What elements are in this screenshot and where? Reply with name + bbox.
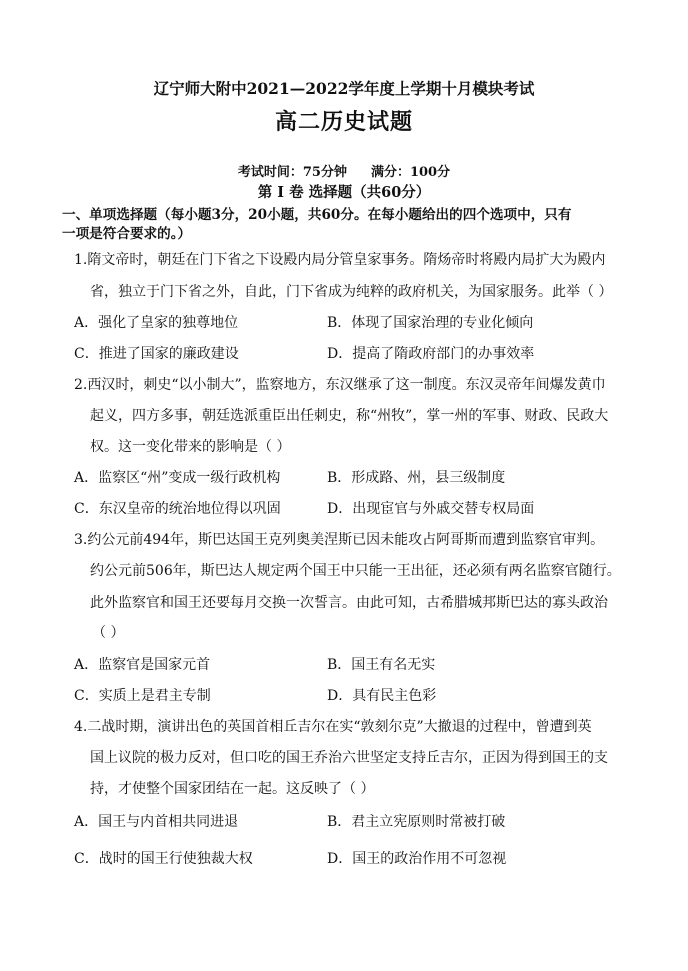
question-text-line: 2.西汉时，刺史“以小制大”，监察地方，东汉继承了这一制度。东汉灵帝年间爆发黄巾 — [74, 377, 606, 393]
full-score: 满分：100分 — [370, 165, 451, 180]
question-text-line: 起义，四方多事，朝廷选派重臣出任刺史，称“州牧”，掌一州的军事、财政、民政大 — [90, 408, 609, 424]
question-text-line: 3.约公元前494年，斯巴达国王克列奥美涅斯已因未能攻占阿哥斯而遭到监察官审判。 — [74, 532, 605, 548]
section-instruction-line-1: 一、单项选择题（每小题3分，20小题，共60分。在每小题给出的四个选项中，只有 — [62, 207, 572, 223]
question-text-line: 1.隋文帝时，朝廷在门下省之下设殿内局分管皇家事务。隋炀帝时将殿内局扩大为殿内 — [74, 252, 606, 268]
option-c: C．实质上是君主专制 — [74, 688, 211, 704]
option-b: B．形成路、州，县三级制度 — [327, 470, 506, 486]
option-b: B．国王有名无实 — [327, 657, 436, 673]
exam-info — [0, 161, 688, 180]
option-a: A．监察区“州”变成一级行政机构 — [74, 470, 281, 486]
option-c: C．东汉皇帝的统治地位得以巩固 — [74, 501, 281, 517]
exam-time: 考试时间：75分钟 — [237, 165, 347, 180]
question-text-line: 国上议院的极力反对，但口吃的国王乔治六世坚定支持丘吉尔，正因为得到国王的支 — [90, 750, 608, 766]
option-d: D．国王的政治作用不可忽视 — [327, 851, 507, 867]
question-text-line: 此外监察官和国王还要每月交换一次誓言。由此可知，古希腊城邦斯巴达的寡头政治 — [90, 595, 608, 611]
section-instruction-line-2: 一项是符合要求的。） — [62, 226, 192, 242]
part-title: 第 Ⅰ 卷 选择题（共60分） — [257, 184, 431, 201]
question-text-line: 权。这一变化带来的影响是（ ） — [90, 439, 291, 455]
option-d: D．出现宦官与外戚交替专权局面 — [327, 501, 535, 517]
option-a: A．监察官是国家元首 — [74, 657, 211, 673]
subject-title: 高二历史试题 — [274, 109, 413, 135]
option-a: A．强化了皇家的独尊地位 — [74, 315, 239, 331]
question-text-line: 4.二战时期，演讲出色的英国首相丘吉尔在实“敦刻尔克”大撤退的过程中，曾遭到英 — [74, 719, 592, 735]
option-d: D．提高了隋政府部门的办事效率 — [327, 346, 535, 362]
school-exam-title: 辽宁师大附中2021—2022学年度上学期十月模块考试 — [153, 79, 535, 98]
option-b: B．君主立宪原则时常被打破 — [327, 814, 506, 830]
option-d: D．具有民主色彩 — [327, 688, 437, 704]
question-text-line: （ ） — [92, 625, 125, 641]
option-c: C．推进了国家的廉政建设 — [74, 346, 239, 362]
option-a: A．国王与内首相共同进退 — [74, 814, 239, 830]
option-c: C．战时的国王行使独裁大权 — [74, 851, 253, 867]
question-text-line: 持，才使整个国家团结在一起。这反映了（ ） — [90, 781, 375, 797]
option-b: B．体现了国家治理的专业化倾向 — [327, 315, 534, 331]
question-text-line: 省，独立于门下省之外，自此，门下省成为纯粹的政府机关，为国家服务。此举（ ） — [90, 284, 613, 300]
question-text-line: 约公元前506年，斯巴达人规定两个国王中只能一王出征，还必须有两名监察官随行。 — [90, 563, 621, 579]
